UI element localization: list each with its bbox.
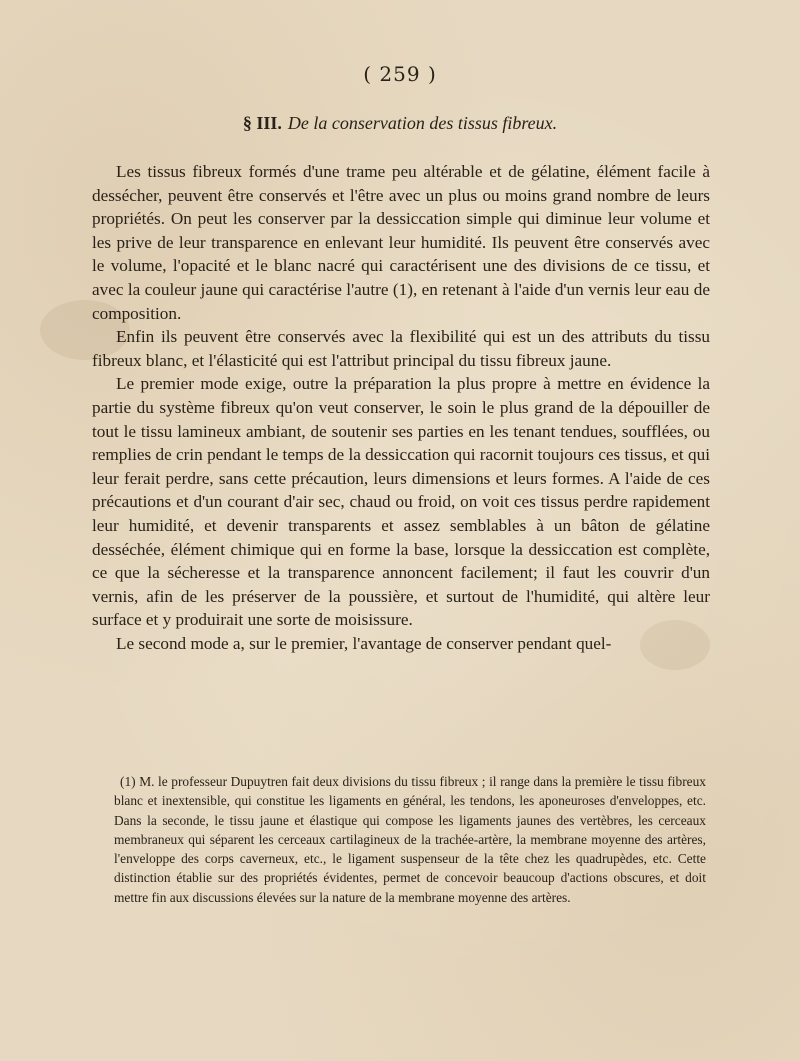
body-text xyxy=(92,160,710,655)
paragraph: Le second mode a, sur le premier, l'avantage de conserver pendant quel- xyxy=(116,633,612,653)
paragraph: Enfin ils peuvent être conservés avec la flexibilité qui est un des attributs du tissu fibreux blanc, et l'élasticité qui est l'attribut principal du tissu fibreux jaune. xyxy=(92,327,710,370)
page-number: ( 259 ) xyxy=(363,62,437,86)
footnote: (1) M. le professeur Dupuytren fait deux divisions du tissu fibreux ; il range dans la première le tissu fibreux blanc et inextensible, qui constitue les ligaments en général, les tendons, les aponeuroses d'enveloppes, etc. Dans la seconde, le tissu jaune et élastique qui compose les ligaments jaunes des vertèbres, les cerceaux membraneux qui séparent les cerceaux cartilagineux de la trachée-artère, la membrane moyenne des artères, l'enveloppe des corps caverneux, etc., le ligament suspenseur de la tête chez les quadrupèdes, etc. Cette distinction établie sur des propriétés évidentes, permet de concevoir beaucoup d'actions obscures, et doit mettre fin aux discussions élevées sur la nature de la membrane moyenne des artères. xyxy=(114,774,706,905)
section-heading xyxy=(0,113,800,134)
paragraph: Les tissus fibreux formés d'une trame peu altérable et de gélatine, élément facile à dessécher, peuvent être conservés et l'être avec un plus ou moins grand nombre de leurs propriétés. On peut les conserver par la dessiccation simple qui diminue leur volume et les prive de leur transparence en enlevant leur humidité. Ils peuvent être conservés avec le volume, l'opacité et le blanc nacré qui caractérisent une des divisions de ce tissu, et avec la couleur jaune qui caractérise l'autre (1), en retenant à l'aide d'un vernis leur eau de composition. xyxy=(92,162,710,323)
section-number: § III. xyxy=(242,113,282,133)
section-title: De la conservation des tissus fibreux. xyxy=(287,113,558,133)
paragraph: Le premier mode exige, outre la préparation la plus propre à mettre en évidence la partie du système fibreux qu'on veut conserver, le soin le plus grand de la dépouiller de tout le tissu lamineux ambiant, de soutenir ses parties en les tenant tendues, soufflées, ou remplies de crin pendant le temps de la dessiccation qui racornit toujours ces tissus, et qui leur ferait perdre, sans cette précaution, leurs dimensions et leurs formes. A l'aide de ces précautions et d'un courant d'air sec, chaud ou froid, on voit ces tissus perdre rapidement leur humidité, et devenir transparents et assez semblables à un bâton de gélatine desséchée, élément chimique qui en forme la base, lorsque la dessiccation est complète, ce que la sécheresse et la transparence annoncent facilement; il faut les couvrir d'un vernis, afin de les préserver de la poussière, et surtout de l'humidité, qui altère leur surface et y produirait une sorte de moisissure. xyxy=(92,374,710,630)
